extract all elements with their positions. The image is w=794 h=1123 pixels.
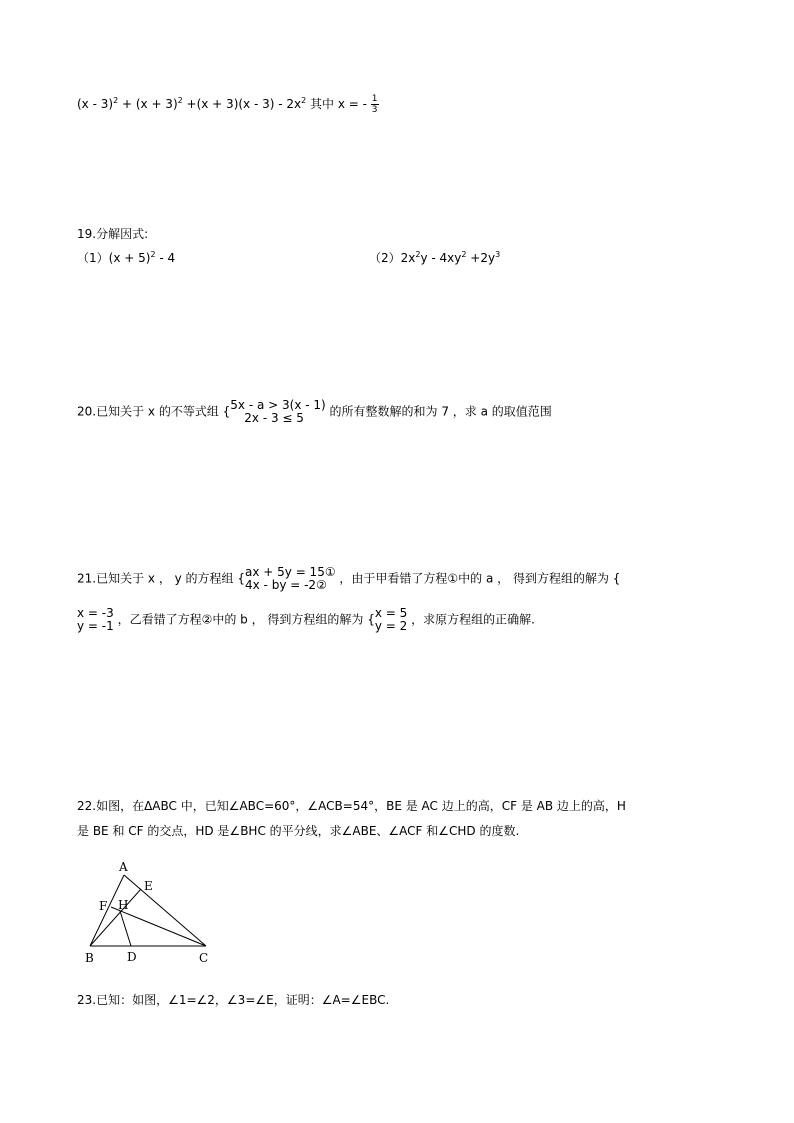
q19-p1-term: (x + 5) [108, 251, 151, 265]
q21-line2-end: ，求原方程组的正确解. [407, 612, 535, 627]
q19-p1-rest: - 4 [155, 251, 176, 265]
label-e: E [144, 879, 153, 893]
bisector-hd [120, 911, 131, 946]
label-h: H [118, 898, 129, 912]
q22-triangle-figure [80, 858, 220, 968]
q19-p2-exp3: 3 [495, 250, 501, 259]
q19-p2-term-a: 2x [400, 251, 416, 265]
q21-line2-mid: ，乙看错了方程②中的 b ， 得到方程组的解为 { [113, 612, 375, 627]
q21-mid-text: ，由于甲看错了方程①中的 a ， 得到方程组的解为 { [335, 571, 621, 586]
q21-sol2-y: y = 2 [374, 619, 408, 633]
q18-expression [77, 94, 379, 115]
q19-part1 [77, 252, 175, 264]
q18-term-b: + (x + 3) [118, 97, 178, 111]
q18-frac-num: 1 [371, 94, 378, 104]
q21-equation-2: 4x - by = -2② [245, 578, 327, 592]
q19-p2-term-c: +2y [466, 251, 496, 265]
q21-line2 [77, 607, 535, 633]
q21-solution-2 [375, 607, 407, 633]
q21-equation-1: ax + 5y = 15① [245, 565, 336, 579]
q20-inequality-1: 5x - a > 3(x - 1) [230, 398, 326, 412]
q21-system [245, 566, 336, 592]
q21-prefix: 21.已知关于 x ， y 的方程组 { [77, 571, 245, 586]
q19-part2 [369, 252, 500, 264]
q20-prefix: 20.已知关于 x 的不等式组 { [77, 404, 231, 419]
q21-sol1-y: y = -1 [77, 619, 114, 633]
q18-term-a: (x - 3) [77, 97, 114, 111]
label-f: F [99, 899, 108, 913]
q18-fraction [371, 94, 379, 115]
q19-p1-exp: 2 [150, 250, 156, 259]
q19-p2-exp2: 2 [461, 250, 467, 259]
q19-p2-exp1: 2 [415, 250, 421, 259]
label-b: B [85, 951, 94, 965]
q20-inequality-2: 2x - 3 ≤ 5 [244, 411, 304, 425]
q18-term-c: +(x + 3)(x - 3) - 2x [182, 97, 302, 111]
label-a: A [119, 860, 128, 874]
label-d: D [127, 950, 137, 964]
label-c: C [199, 951, 209, 965]
q21-line1 [77, 566, 620, 592]
q20-system [230, 399, 325, 425]
q19-p2-term-b: y - 4xy [420, 251, 462, 265]
q21-sol1-x: x = -3 [77, 606, 114, 620]
q19-p2-label: （2） [369, 251, 401, 265]
q20-question [77, 399, 552, 425]
q18-condition: 其中 x = - [306, 97, 371, 111]
q23-question: 23.已知：如图，∠1=∠2，∠3=∠E，证明：∠A=∠EBC. [77, 993, 390, 1007]
q18-exp-b: 2 [177, 96, 183, 105]
q21-sol2-x: x = 5 [374, 606, 408, 620]
q22-line1: 22.如图，在ΔABC 中，已知∠ABC=60°，∠ACB=54°，BE 是 AC 边上的高，CF 是 AB 边上的高，H [77, 799, 626, 813]
altitude-be [90, 889, 141, 946]
q21-solution-1 [77, 607, 114, 633]
q18-exp-a: 2 [113, 96, 119, 105]
q20-suffix: 的所有整数解的和为 7 ，求 a 的取值范围 [325, 404, 552, 419]
side-ac [124, 875, 206, 946]
q19-title: 19.分解因式: [77, 227, 149, 241]
q18-frac-den: 3 [371, 105, 378, 115]
q22-line2: 是 BE 和 CF 的交点，HD 是∠BHC 的平分线，求∠ABE、∠ACF 和∠CHD 的度数. [77, 824, 520, 838]
q19-p1-label: （1） [77, 251, 109, 265]
q18-exp-c: 2 [301, 96, 307, 105]
